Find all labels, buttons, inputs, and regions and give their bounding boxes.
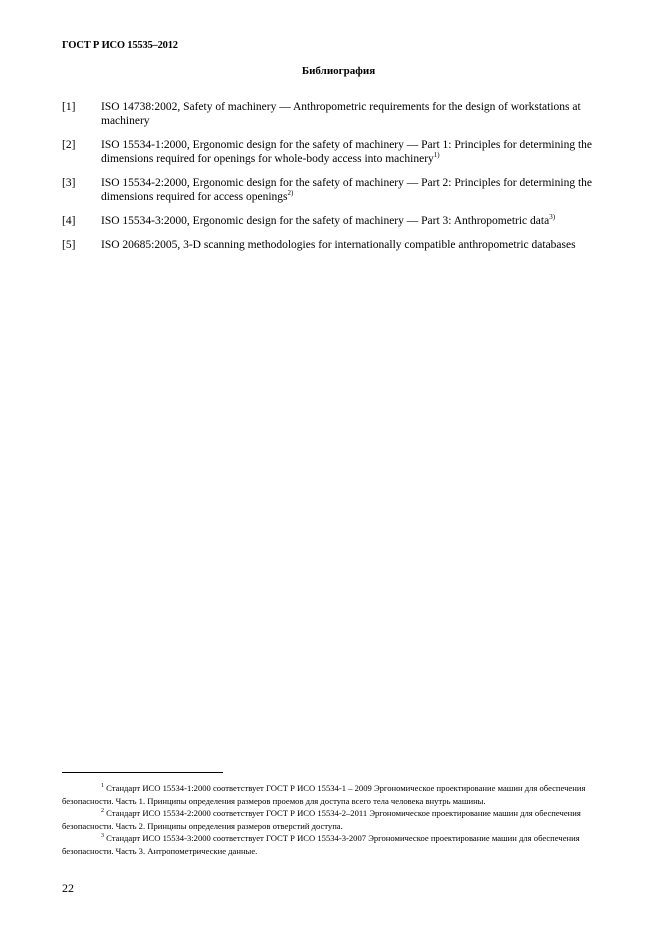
entry-text-wrapper — [101, 238, 602, 252]
entry-text-wrapper — [101, 214, 602, 228]
entry-text-wrapper — [101, 176, 602, 204]
entry-text: ISO 15534-1:2000, Ergonomic design for the safety of machinery — Part 1: Principles for determining the dimensions required for openings for whole-body access into machinery — [101, 139, 592, 165]
bibliography-entry — [62, 138, 602, 166]
bibliography-entry — [62, 176, 602, 204]
bibliography-title: Библиография — [301, 65, 376, 77]
bibliography-list — [62, 100, 602, 262]
entry-number: [3] — [62, 177, 76, 189]
entry-number: [2] — [62, 139, 76, 151]
footnote-mark: 2 — [101, 808, 104, 814]
bibliography-entry — [62, 214, 602, 228]
entry-text-wrapper — [101, 138, 602, 166]
footnote-separator — [62, 772, 223, 773]
footnote-reference: 3) — [549, 213, 556, 221]
footnote-reference: 1) — [433, 151, 440, 159]
entry-number: [5] — [62, 239, 76, 251]
entry-text: ISO 15534-3:2000, Ergonomic design for the safety of machinery — Part 3: Anthropometric data — [101, 215, 550, 227]
bibliography-entry — [62, 100, 602, 128]
entry-number: [1] — [62, 101, 76, 113]
footnote-text: Стандарт ИСО 15534-2:2000 соответствует ГОСТ Р ИСО 15534-2–2011 Эргономическое проектирование машин для обеспечения безопасности. Часть 2. Принципы определения размеров отверстий доступа. — [62, 808, 581, 831]
entry-text: ISO 15534-2:2000, Ergonomic design for the safety of machinery — Part 2: Principles for determining the dimensions required for access openings — [101, 177, 592, 203]
footnote-mark: 1 — [101, 783, 104, 789]
document-code-header: ГОСТ Р ИСО 15535–2012 — [62, 40, 178, 51]
footnotes — [62, 782, 618, 857]
entry-text-wrapper — [101, 100, 602, 128]
footnote — [62, 807, 618, 832]
footnote-reference: 2) — [287, 189, 294, 197]
entry-number: [4] — [62, 215, 76, 227]
page-number: 22 — [62, 881, 74, 895]
entry-text: ISO 14738:2002, Safety of machinery — Anthropometric requirements for the design of workstations at machinery — [101, 101, 581, 127]
footnote-mark: 3 — [101, 833, 104, 839]
footnote — [62, 782, 618, 807]
footnote-text: Стандарт ИСО 15534-1:2000 соответствует ГОСТ Р ИСО 15534-1 – 2009 Эргономическое проектирование машин для обеспечения безопасности. Часть 1. Принципы определения размеров проемов для доступа всего тела человека внутрь машины. — [62, 783, 586, 806]
entry-text: ISO 20685:2005, 3-D scanning methodologies for internationally compatible anthropometric databases — [101, 239, 576, 251]
footnote-text: Стандарт ИСО 15534-3:2000 соответствует ГОСТ Р ИСО 15534-3-2007 Эргономическое проектирование машин для обеспечения безопасности. Часть 3. Антропометрические данные. — [62, 833, 580, 856]
footnote — [62, 832, 618, 857]
bibliography-entry — [62, 238, 602, 252]
